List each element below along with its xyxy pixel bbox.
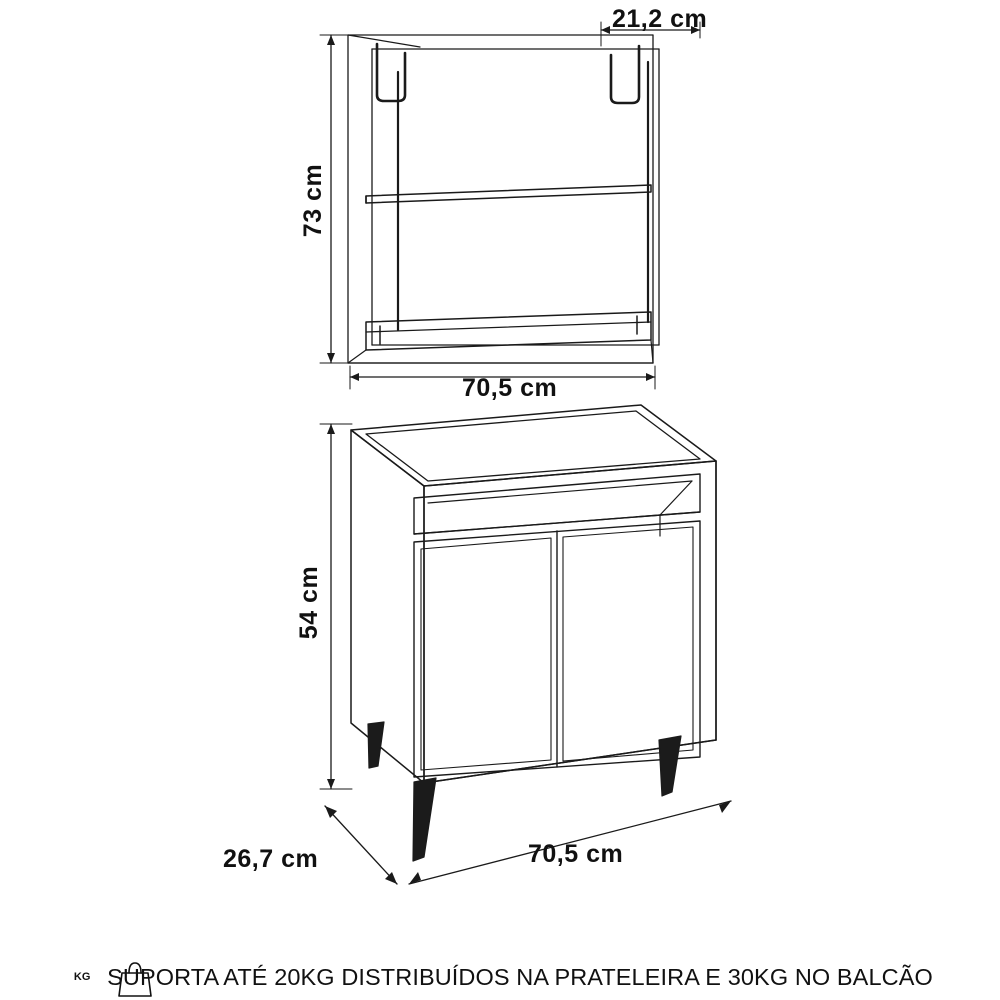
kg-badge-label: KG [73,971,91,983]
kg-badge [67,962,97,992]
load-capacity-text: SUPORTA ATÉ 20KG DISTRIBUÍDOS NA PRATELEIRA E 30KG NO BALCÃO [107,963,933,990]
load-capacity-note [0,962,1000,992]
wall-shelf-drawing [348,35,659,363]
dimension-shelf-height: 73 cm [299,163,328,238]
cabinet-legs [368,722,681,861]
dimension-cabinet-width: 70,5 cm [528,840,624,868]
dimension-shelf-depth: 21,2 cm [612,5,708,33]
cabinet-dimension-lines [320,424,731,884]
dimension-shelf-width: 70,5 cm [462,374,558,402]
dimension-cabinet-height: 54 cm [295,565,324,640]
dimension-cabinet-depth: 26,7 cm [223,845,319,873]
base-cabinet-drawing [351,405,716,861]
